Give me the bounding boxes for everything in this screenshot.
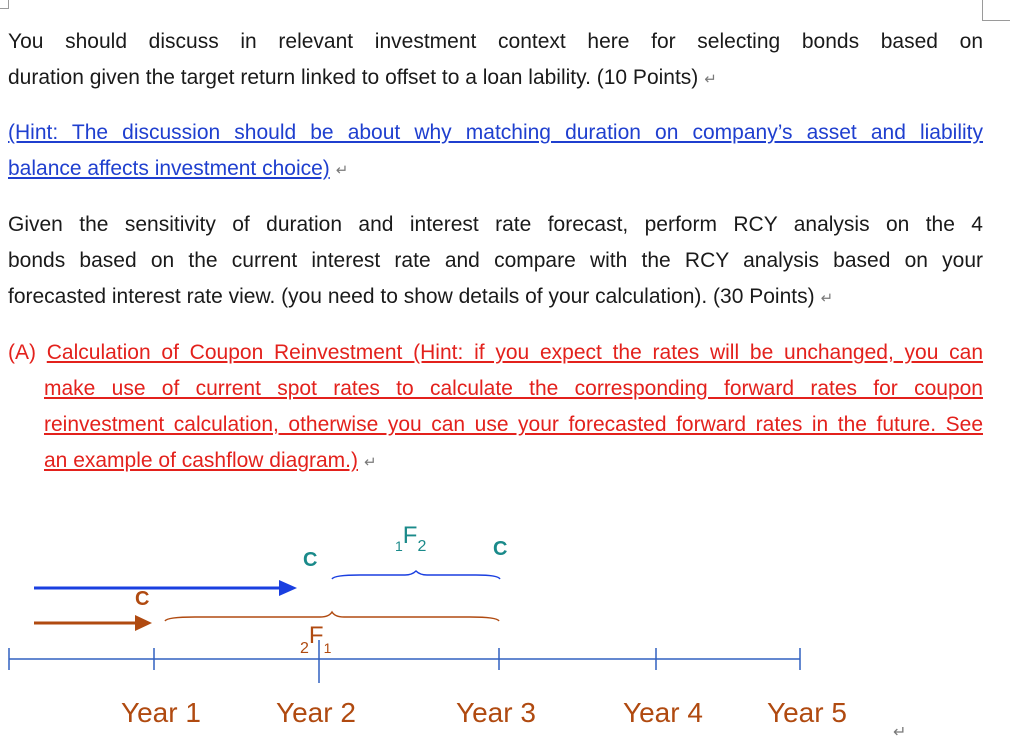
coupon-label-year3: C [493, 538, 508, 560]
crop-mark-top-right [982, 0, 1010, 21]
year-label-3: Year 3 [456, 697, 536, 728]
partA-line3: reinvestment calculation, otherwise you can use your forecasted forward rates in the future. See [44, 413, 983, 436]
question1-line2: duration given the target return linked to offset to a loan lability. (10 Points) ↵ [8, 66, 717, 89]
paragraph-mark-icon: ↵ [820, 290, 834, 307]
brown-arrow-head [135, 615, 152, 631]
question2-line1: Given the sensitivity of duration and interest rate forecast, perform RCY analysis on the 4 [8, 213, 983, 236]
timeline-axis [9, 640, 800, 683]
paragraph-mark-icon: ↵ [893, 724, 907, 741]
brown-cashflow-arrow [34, 615, 152, 631]
partA-line2: make use of current spot rates to calculate the corresponding forward rates for coupon [44, 377, 983, 400]
year-label-5: Year 5 [767, 697, 847, 728]
hint-duration-matching [8, 115, 983, 189]
question2-line2: bonds based on the current interest rate and compare with the RCY analysis based on your [8, 249, 983, 272]
year-label-2: Year 2 [276, 697, 356, 728]
coupon-label-year2: C [303, 549, 318, 571]
paragraph-mark-icon: ↵ [364, 454, 377, 471]
year-label-4: Year 4 [623, 697, 703, 728]
coupon-label-year1: C [135, 588, 150, 610]
year-label-1: Year 1 [121, 697, 201, 728]
partA-line1: (A) Calculation of Coupon Reinvestment (Hint: if you expect the rates will be unchanged, you can [8, 341, 984, 364]
paragraph-mark-icon: ↵ [335, 162, 349, 179]
blue-brace-1F2 [332, 571, 500, 579]
question1-line1: You should discuss in relevant investment context here for selecting bonds based on [8, 30, 983, 53]
blue-cashflow-arrow [34, 580, 297, 596]
hint1-line2: balance affects investment choice) ↵ [8, 157, 349, 180]
crop-mark-top-left [0, 0, 9, 9]
question2-line3: forecasted interest rate view. (you need to show details of your calculation). (30 Points) ↵ [8, 285, 834, 308]
forward-rate-2F1: 2F1 [300, 622, 332, 657]
question-duration-discussion [8, 24, 983, 98]
forward-rate-1F2: 1F2 [395, 522, 427, 555]
question-rcy-analysis [8, 207, 983, 317]
blue-arrow-head [279, 580, 297, 596]
brown-brace-2F1 [165, 612, 499, 621]
part-a-coupon-reinvestment [8, 335, 983, 481]
partA-line4: an example of cashflow diagram.) ↵ [44, 449, 377, 472]
cashflow-diagram [0, 520, 1010, 745]
hint1-line1: (Hint: The discussion should be about why matching duration on company’s asset and liability [8, 121, 983, 144]
paragraph-mark-icon: ↵ [704, 71, 717, 88]
